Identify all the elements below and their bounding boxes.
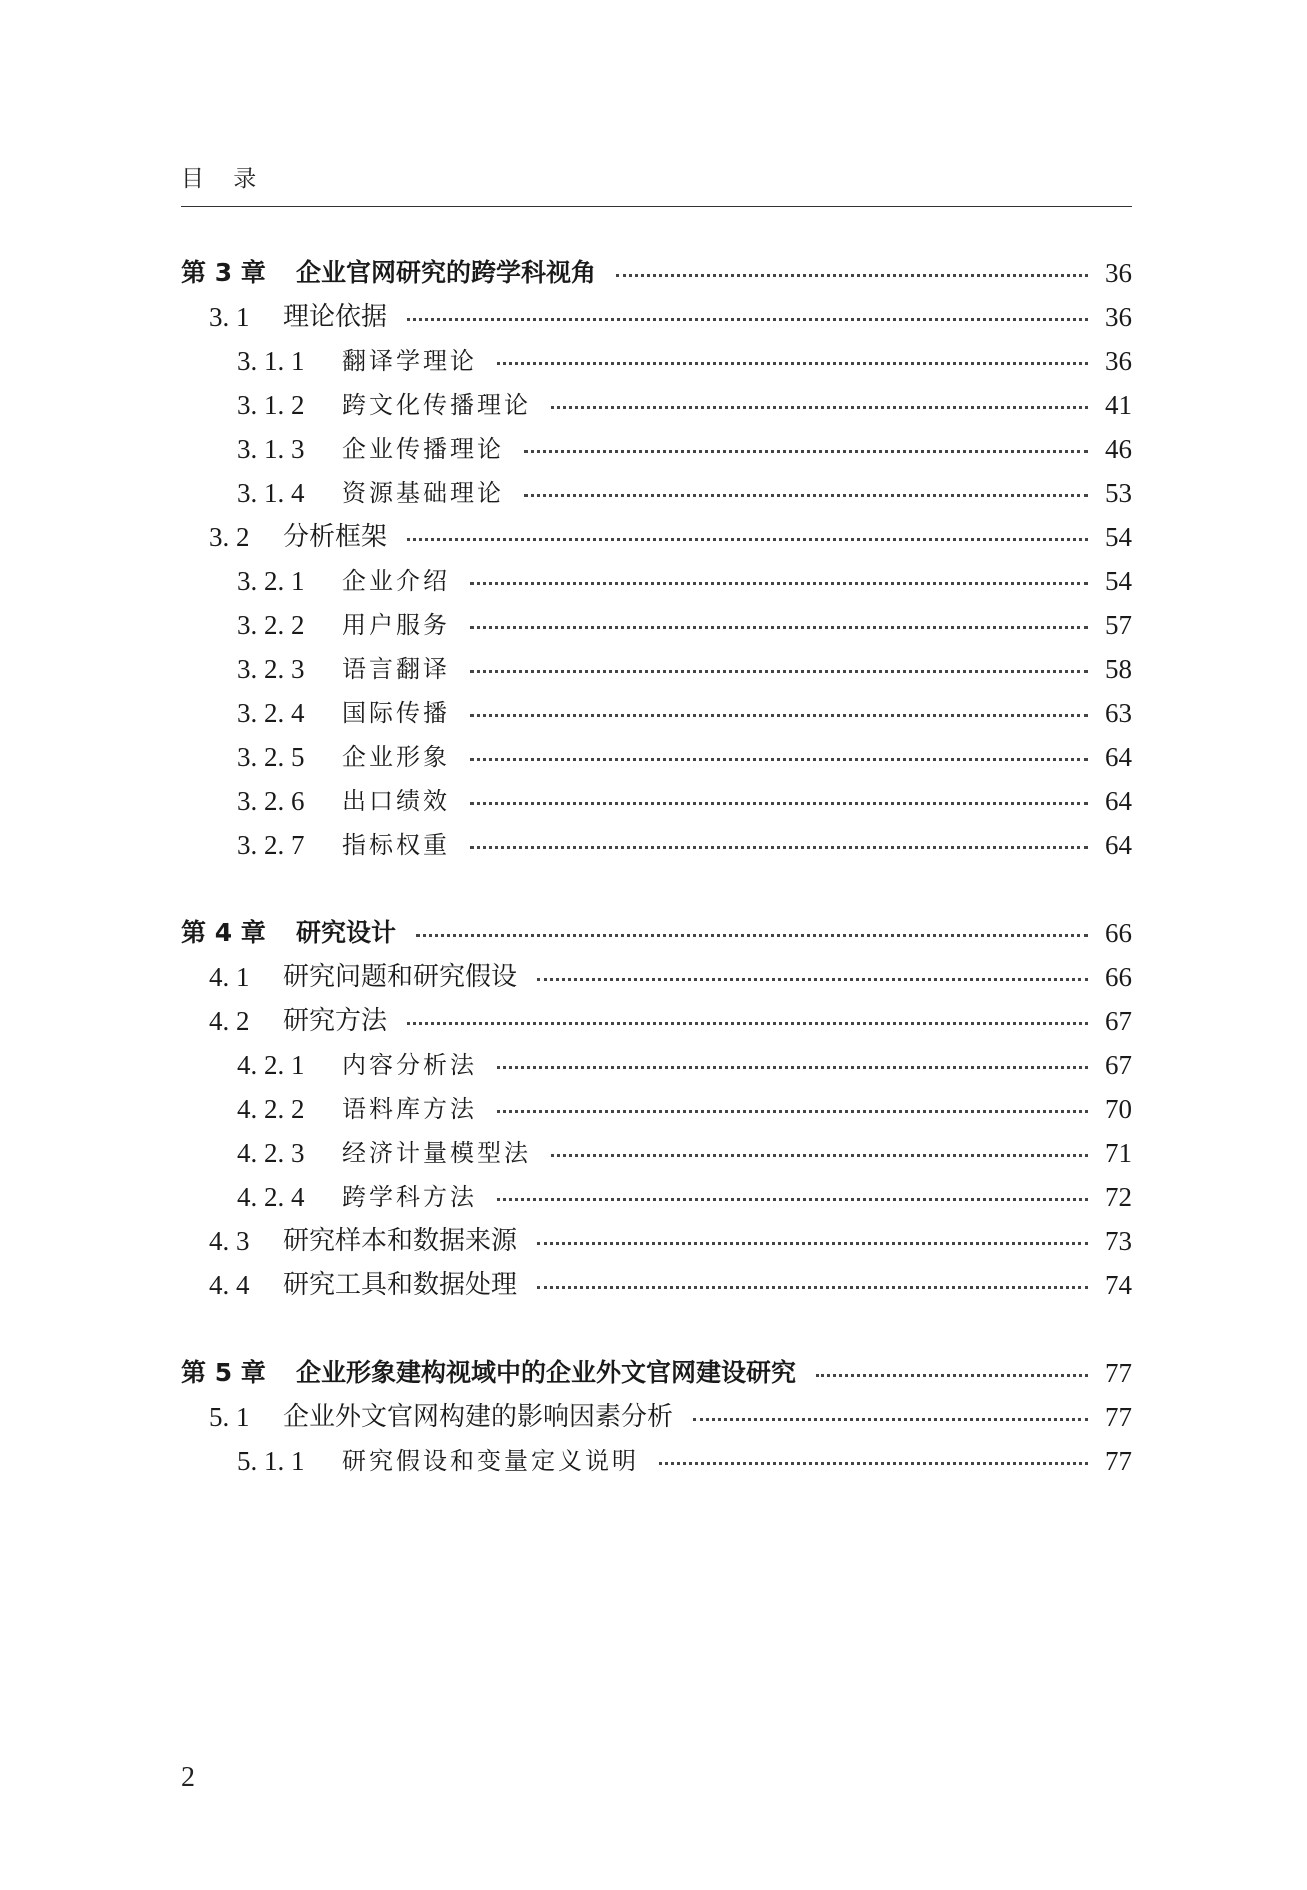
toc-entry-page: 64 xyxy=(1105,742,1132,772)
toc-dot-leader xyxy=(407,1022,1088,1025)
toc-entry-number: 4. 3 xyxy=(209,1226,250,1256)
toc-entry-number: 5. 1 xyxy=(209,1402,250,1432)
toc-entry-title: 内容分析法 xyxy=(342,1051,477,1079)
toc-entry xyxy=(181,691,1132,735)
toc-dot-leader xyxy=(470,758,1088,761)
toc-entry-page: 70 xyxy=(1105,1094,1132,1124)
toc-entry xyxy=(181,955,1132,999)
toc-entry-page: 36 xyxy=(1105,346,1132,376)
toc-entry xyxy=(181,559,1132,603)
toc-entry-page: 57 xyxy=(1105,610,1132,640)
toc-entry-page: 74 xyxy=(1105,1270,1132,1300)
toc-entry-number: 3. 2. 1 xyxy=(237,566,305,596)
toc-dot-leader xyxy=(470,802,1088,805)
toc-entry-page: 77 xyxy=(1105,1402,1132,1432)
toc-entry-number: 3. 2. 4 xyxy=(237,698,305,728)
toc-dot-leader xyxy=(407,538,1088,541)
toc-dot-leader xyxy=(659,1462,1088,1465)
toc-entry xyxy=(181,779,1132,823)
toc-entry xyxy=(181,911,1132,955)
toc-entry-title: 语料库方法 xyxy=(342,1095,477,1123)
toc-entry-page: 67 xyxy=(1105,1006,1132,1036)
toc-entry xyxy=(181,1263,1132,1307)
toc-dot-leader xyxy=(693,1418,1088,1421)
toc-entry xyxy=(181,735,1132,779)
toc-entry-number: 4. 2. 3 xyxy=(237,1138,305,1168)
toc-entry-title: 研究样本和数据来源 xyxy=(283,1226,518,1256)
toc-entry-number: 4. 1 xyxy=(209,962,250,992)
toc-entry-title: 企业形象 xyxy=(342,743,450,771)
toc-entry-page: 64 xyxy=(1105,786,1132,816)
toc-entry xyxy=(181,1087,1132,1131)
toc-entry-page: 73 xyxy=(1105,1226,1132,1256)
toc-entry-page: 71 xyxy=(1105,1138,1132,1168)
toc-entry-title: 国际传播 xyxy=(342,699,450,727)
toc-entry-page: 77 xyxy=(1105,1446,1132,1476)
toc-entry xyxy=(181,515,1132,559)
toc-entry xyxy=(181,427,1132,471)
toc-dot-leader xyxy=(470,582,1088,585)
toc-entry-title: 理论依据 xyxy=(283,302,388,332)
toc-entry-number: 第 3 章 xyxy=(181,258,266,287)
toc-entry-page: 53 xyxy=(1105,478,1132,508)
toc-entry-title: 指标权重 xyxy=(342,831,450,859)
toc-entry-title: 研究问题和研究假设 xyxy=(283,962,518,992)
toc-entry-page: 36 xyxy=(1105,302,1132,332)
toc-entry-title: 企业外文官网构建的影响因素分析 xyxy=(283,1402,674,1432)
toc-dot-leader xyxy=(537,1242,1088,1245)
toc-entry-number: 3. 2. 5 xyxy=(237,742,305,772)
toc-entry-page: 64 xyxy=(1105,830,1132,860)
toc-entry-page: 58 xyxy=(1105,654,1132,684)
toc-entry xyxy=(181,647,1132,691)
toc-entry-number: 4. 2. 2 xyxy=(237,1094,305,1124)
toc-entry xyxy=(181,1131,1132,1175)
toc-entry xyxy=(181,383,1132,427)
toc-entry-page: 72 xyxy=(1105,1182,1132,1212)
toc-entry-number: 第 4 章 xyxy=(181,918,266,947)
toc-entry-number: 3. 2 xyxy=(209,522,250,552)
toc-entry xyxy=(181,1175,1132,1219)
toc-dot-leader xyxy=(524,494,1088,497)
toc-dot-leader xyxy=(551,406,1088,409)
toc-entry-number: 4. 2. 4 xyxy=(237,1182,305,1212)
toc-entry-title: 经济计量模型法 xyxy=(342,1139,531,1167)
toc-entry-title: 用户服务 xyxy=(342,611,450,639)
toc-entry-page: 54 xyxy=(1105,522,1132,552)
toc-entry-number: 3. 1. 1 xyxy=(237,346,305,376)
toc-entry-number: 3. 2. 6 xyxy=(237,786,305,816)
toc-entry-title: 翻译学理论 xyxy=(342,347,477,375)
toc-dot-leader xyxy=(497,1110,1088,1113)
toc-dot-leader xyxy=(497,362,1088,365)
toc-entry-title: 企业形象建构视域中的企业外文官网建设研究 xyxy=(296,1358,797,1387)
toc-dot-leader xyxy=(524,450,1088,453)
toc-entry xyxy=(181,1043,1132,1087)
toc-entry xyxy=(181,471,1132,515)
toc-entry xyxy=(181,1439,1132,1483)
toc-entry xyxy=(181,999,1132,1043)
toc-dot-leader xyxy=(551,1154,1088,1157)
toc-dot-leader xyxy=(616,274,1088,277)
header-rule xyxy=(181,206,1132,207)
toc-entry-title: 跨学科方法 xyxy=(342,1183,477,1211)
toc-entry-title: 研究方法 xyxy=(283,1006,388,1036)
toc-dot-leader xyxy=(497,1066,1088,1069)
toc-entry-number: 3. 1 xyxy=(209,302,250,332)
toc-entry-title: 语言翻译 xyxy=(342,655,450,683)
toc-entry-number: 4. 2. 1 xyxy=(237,1050,305,1080)
toc-dot-leader xyxy=(816,1374,1088,1377)
toc-entry-page: 46 xyxy=(1105,434,1132,464)
toc-entry-page: 36 xyxy=(1105,258,1132,288)
toc-entry-page: 77 xyxy=(1105,1358,1132,1388)
toc-entry-page: 54 xyxy=(1105,566,1132,596)
toc-entry-title: 研究工具和数据处理 xyxy=(283,1270,518,1300)
toc-entry xyxy=(181,1351,1132,1395)
toc-entry-number: 3. 2. 3 xyxy=(237,654,305,684)
toc-entry-page: 63 xyxy=(1105,698,1132,728)
toc-entry-title: 跨文化传播理论 xyxy=(342,391,531,419)
toc-entry-page: 41 xyxy=(1105,390,1132,420)
toc-entry xyxy=(181,603,1132,647)
toc-entry-page: 66 xyxy=(1105,918,1132,948)
toc-dot-leader xyxy=(407,318,1088,321)
toc-entry-title: 出口绩效 xyxy=(342,787,450,815)
toc-entry xyxy=(181,823,1132,867)
page-number: 2 xyxy=(181,1762,195,1793)
toc-dot-leader xyxy=(416,934,1088,937)
toc-entry-title: 研究设计 xyxy=(296,918,397,947)
toc-dot-leader xyxy=(537,1286,1088,1289)
toc-entry-page: 67 xyxy=(1105,1050,1132,1080)
toc-entry-number: 4. 2 xyxy=(209,1006,250,1036)
toc-entry xyxy=(181,1395,1132,1439)
toc-entry xyxy=(181,251,1132,295)
toc-entry-number: 3. 1. 3 xyxy=(237,434,305,464)
toc-entry-title: 企业传播理论 xyxy=(342,435,504,463)
toc-entry-title: 企业介绍 xyxy=(342,567,450,595)
toc-entry-title: 研究假设和变量定义说明 xyxy=(342,1447,639,1475)
toc-dot-leader xyxy=(470,714,1088,717)
toc-dot-leader xyxy=(470,846,1088,849)
toc-entry-number: 5. 1. 1 xyxy=(237,1446,305,1476)
toc-entry-title: 企业官网研究的跨学科视角 xyxy=(296,258,597,287)
toc-entry xyxy=(181,339,1132,383)
toc-entry-number: 3. 1. 2 xyxy=(237,390,305,420)
toc-entry-number: 3. 1. 4 xyxy=(237,478,305,508)
toc-entry-title: 资源基础理论 xyxy=(342,479,504,507)
toc-entry xyxy=(181,295,1132,339)
toc-dot-leader xyxy=(537,978,1088,981)
toc-dot-leader xyxy=(470,626,1088,629)
toc-dot-leader xyxy=(497,1198,1088,1201)
toc-dot-leader xyxy=(470,670,1088,673)
toc-entry-title: 分析框架 xyxy=(283,522,388,552)
toc-entry-number: 第 5 章 xyxy=(181,1358,266,1387)
toc-entry-page: 66 xyxy=(1105,962,1132,992)
toc-entry-number: 3. 2. 7 xyxy=(237,830,305,860)
toc-entry-number: 3. 2. 2 xyxy=(237,610,305,640)
running-head: 目 录 xyxy=(181,166,257,192)
toc-entry-number: 4. 4 xyxy=(209,1270,250,1300)
toc-entry xyxy=(181,1219,1132,1263)
